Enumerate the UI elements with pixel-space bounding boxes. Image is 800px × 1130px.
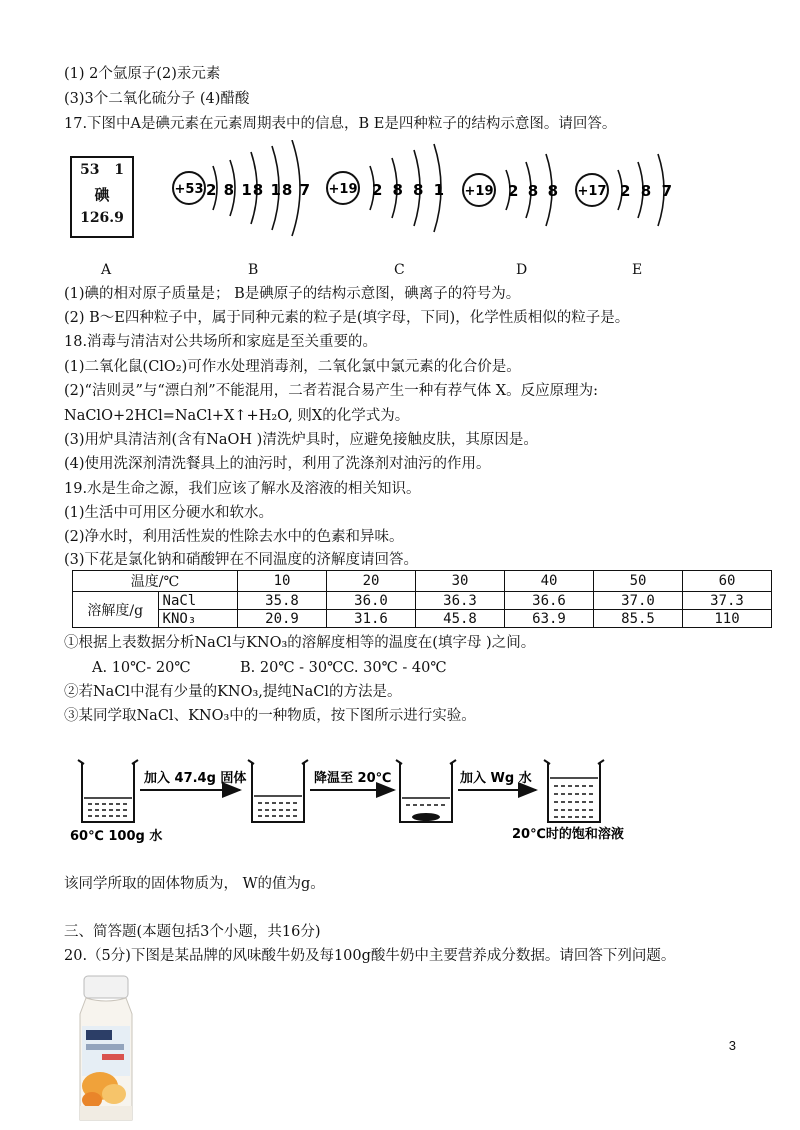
q19-options [92,658,447,678]
label-a: A [101,262,112,278]
q17-part1: (1)碘的相对原子质量是； B是碘原子的结构示意图，碘离子的符号为。 [64,286,521,302]
q19-sub3: ③某同学取NaCl、KNO₃中的一种物质，按下图所示进行实验。 [64,708,476,724]
table-cell: 60 [683,571,772,592]
experiment-diagram [60,750,660,846]
step2-label: 降温至 20℃ [314,771,392,786]
table-cell: 50 [594,571,683,592]
table-row-nacl [73,592,772,610]
table-row-temp [73,571,772,592]
q19-part1: (1)生活中可用区分硬水和软水。 [64,505,274,521]
q18-part4: (4)使用洗深剂清洗餐具上的油污时，利用了洗涤剂对油污的作用。 [64,456,491,472]
table-cell: 20 [327,571,416,592]
start-label: 60℃ 100g 水 [70,829,163,844]
shells-d: 2 8 8 [508,182,558,200]
answer-line-1: (1) 2个氩原子(2)汞元素 [64,66,221,82]
step1-label: 加入 47.4g 固体 [144,771,247,786]
solubility-table [72,570,772,628]
table-cell: 10 [238,571,327,592]
q17-part2: (2) B～E四种粒子中，属于同种元素的粒子是(填字母，下同)，化学性质相似的粒子是。 [64,310,630,326]
option-a: A. 10℃- 20℃ [92,660,191,676]
q19-part3: (3)下花是氯化钠和硝酸钾在不同温度的济解度请回答。 [64,552,419,568]
end-label: 20℃时的饱和溶液 [512,827,624,842]
question-18: 18.消毒与清洁对公共场所和家庭是至关重要的。 [64,334,378,350]
table-cell: 37.0 [594,592,683,610]
row-name: KNO₃ [158,610,237,628]
question-17: 17.下图中A是碘元素在元素周期表中的信息，B E是四种粒子的结构示意图。请回答。 [64,116,617,132]
shells-c: 2 8 8 1 [372,181,444,199]
table-cell: 36.3 [416,592,505,610]
step3-label: 加入 Wg 水 [460,771,532,786]
table-cell: 20.9 [238,610,327,628]
beaker-4 [544,760,604,822]
table-cell: 31.6 [327,610,416,628]
label-e: E [632,262,643,278]
beaker-3 [396,760,456,822]
table-cell: 45.8 [416,610,505,628]
table-cell: 36.6 [505,592,594,610]
table-cell: 40 [505,571,594,592]
q19-part2: (2)净水时，利用活性炭的性除去水中的色素和异味。 [64,529,404,545]
table-cell: 37.3 [683,592,772,610]
table-cell: 30 [416,571,505,592]
valence: 1 [114,162,124,178]
table-cell: 63.9 [505,610,594,628]
structure-b [173,140,310,236]
q18-part2: (2)“洁则灵”与“漂白剂”不能混用，二者若混合易产生一种有荐气体 X。反应原理为: [64,383,599,399]
label-c: C [394,262,405,278]
nucleus-c-label: +19 [328,182,358,197]
q19-sub2: ②若NaCl中混有少量的KNO₃,提纯NaCl的方法是。 [64,684,402,700]
table-cell: 35.8 [238,592,327,610]
nucleus-d-label: +19 [464,184,494,199]
label-b: B [248,262,259,278]
option-bc: B. 20℃ - 30℃C. 30℃ - 40℃ [240,660,447,676]
element-name: 碘 [94,186,110,204]
atomic-mass: 126.9 [80,210,124,226]
shells-e: 2 8 7 [620,182,672,200]
structure-c [327,144,444,232]
table-cell: 110 [683,610,772,628]
label-d: D [516,262,528,278]
q18-equation: NaClO+2HCl=NaCl+X↑+H₂O, 则X的化学式为。 [64,408,410,424]
question-20: 20.（5分)下图是某品牌的风味酸牛奶及每100g酸牛奶中主要营养成分数据。请回答下列问题。 [64,948,676,964]
question-19: 19.水是生命之源，我们应该了解水及溶液的相关知识。 [64,481,421,497]
row-name: NaCl [158,592,237,610]
precipitate [412,813,440,821]
table-row-kno3 [73,610,772,628]
q19-sub1: ①根据上表数据分析NaCl与KNO₃的溶解度相等的温度在(填字母 )之间。 [64,635,536,651]
nucleus-e-label: +17 [577,184,607,199]
yogurt-bottle-image [76,974,136,1124]
structure-d [463,154,558,226]
beaker-1 [78,760,138,822]
beaker-2 [248,760,308,822]
atomic-structure-diagrams [0,140,800,250]
answer-line-2: (3)3个二氧化硫分子 (4)醋酸 [64,91,250,107]
table-cell: 85.5 [594,610,683,628]
q18-part3: (3)用炉具清洁剂(含有NaOH )清洗炉具时，应避免接触皮肤，其原因是。 [64,432,538,448]
page-number: 3 [728,1038,736,1053]
temp-header: 温度/℃ [73,571,238,592]
section-3-heading: 三、简答题(本题包括3个小题，共16分) [64,924,321,940]
q18-part1: (1)二氧化鼠(ClO₂)可作水处理消毒剂，二氧化氯中氯元素的化合价是。 [64,359,521,375]
nucleus-b-label: +53 [174,182,204,197]
shells-b: 2 8 18 18 7 [206,181,310,199]
solubility-header: 溶解度/g [73,592,159,628]
atomic-number: 53 [80,162,100,178]
structure-e [576,154,672,226]
q19-result: 该同学所取的固体物质为， W的值为g。 [64,876,325,892]
table-cell: 36.0 [327,592,416,610]
